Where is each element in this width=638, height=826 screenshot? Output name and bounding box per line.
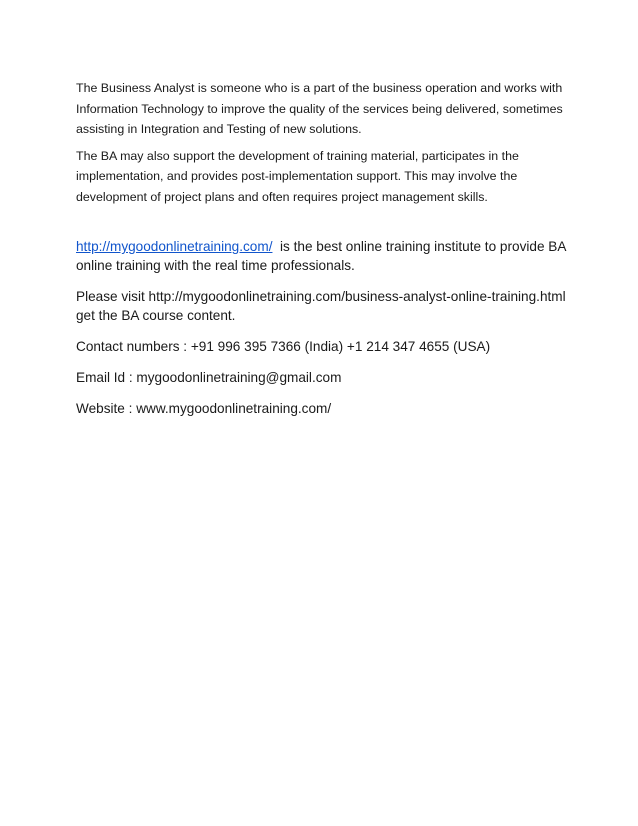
promo-text: is the best online training institute to provide BA online training with the real time professionals. (76, 239, 570, 273)
intro-paragraph: The Business Analyst is someone who is a part of the business operation and works with Information Technology to improve the quality of the services being delivered, sometimes assisting in Integration and Testing of new solutions. (76, 81, 563, 136)
email-line: Email Id : mygoodonlinetraining@gmail.com (76, 370, 342, 385)
spacer (76, 213, 566, 237)
promo-paragraph (76, 237, 570, 275)
visit-paragraph: Please visit http://mygoodonlinetraining.com/business-analyst-online-training.html get the BA course content. (76, 289, 566, 323)
contact-numbers: Contact numbers : +91 996 395 7366 (India) +1 214 347 4655 (USA) (76, 339, 491, 354)
website-line: Website : www.mygoodonlinetraining.com/ (76, 401, 332, 416)
ba-support-paragraph: The BA may also support the development of training material, participates in the implementation, and provides post-implementation support. This may involve the development of project plans and often requires project management skills. (76, 148, 519, 204)
website-link[interactable]: http://mygoodonlinetraining.com/ (76, 239, 273, 254)
document-page (76, 78, 570, 430)
